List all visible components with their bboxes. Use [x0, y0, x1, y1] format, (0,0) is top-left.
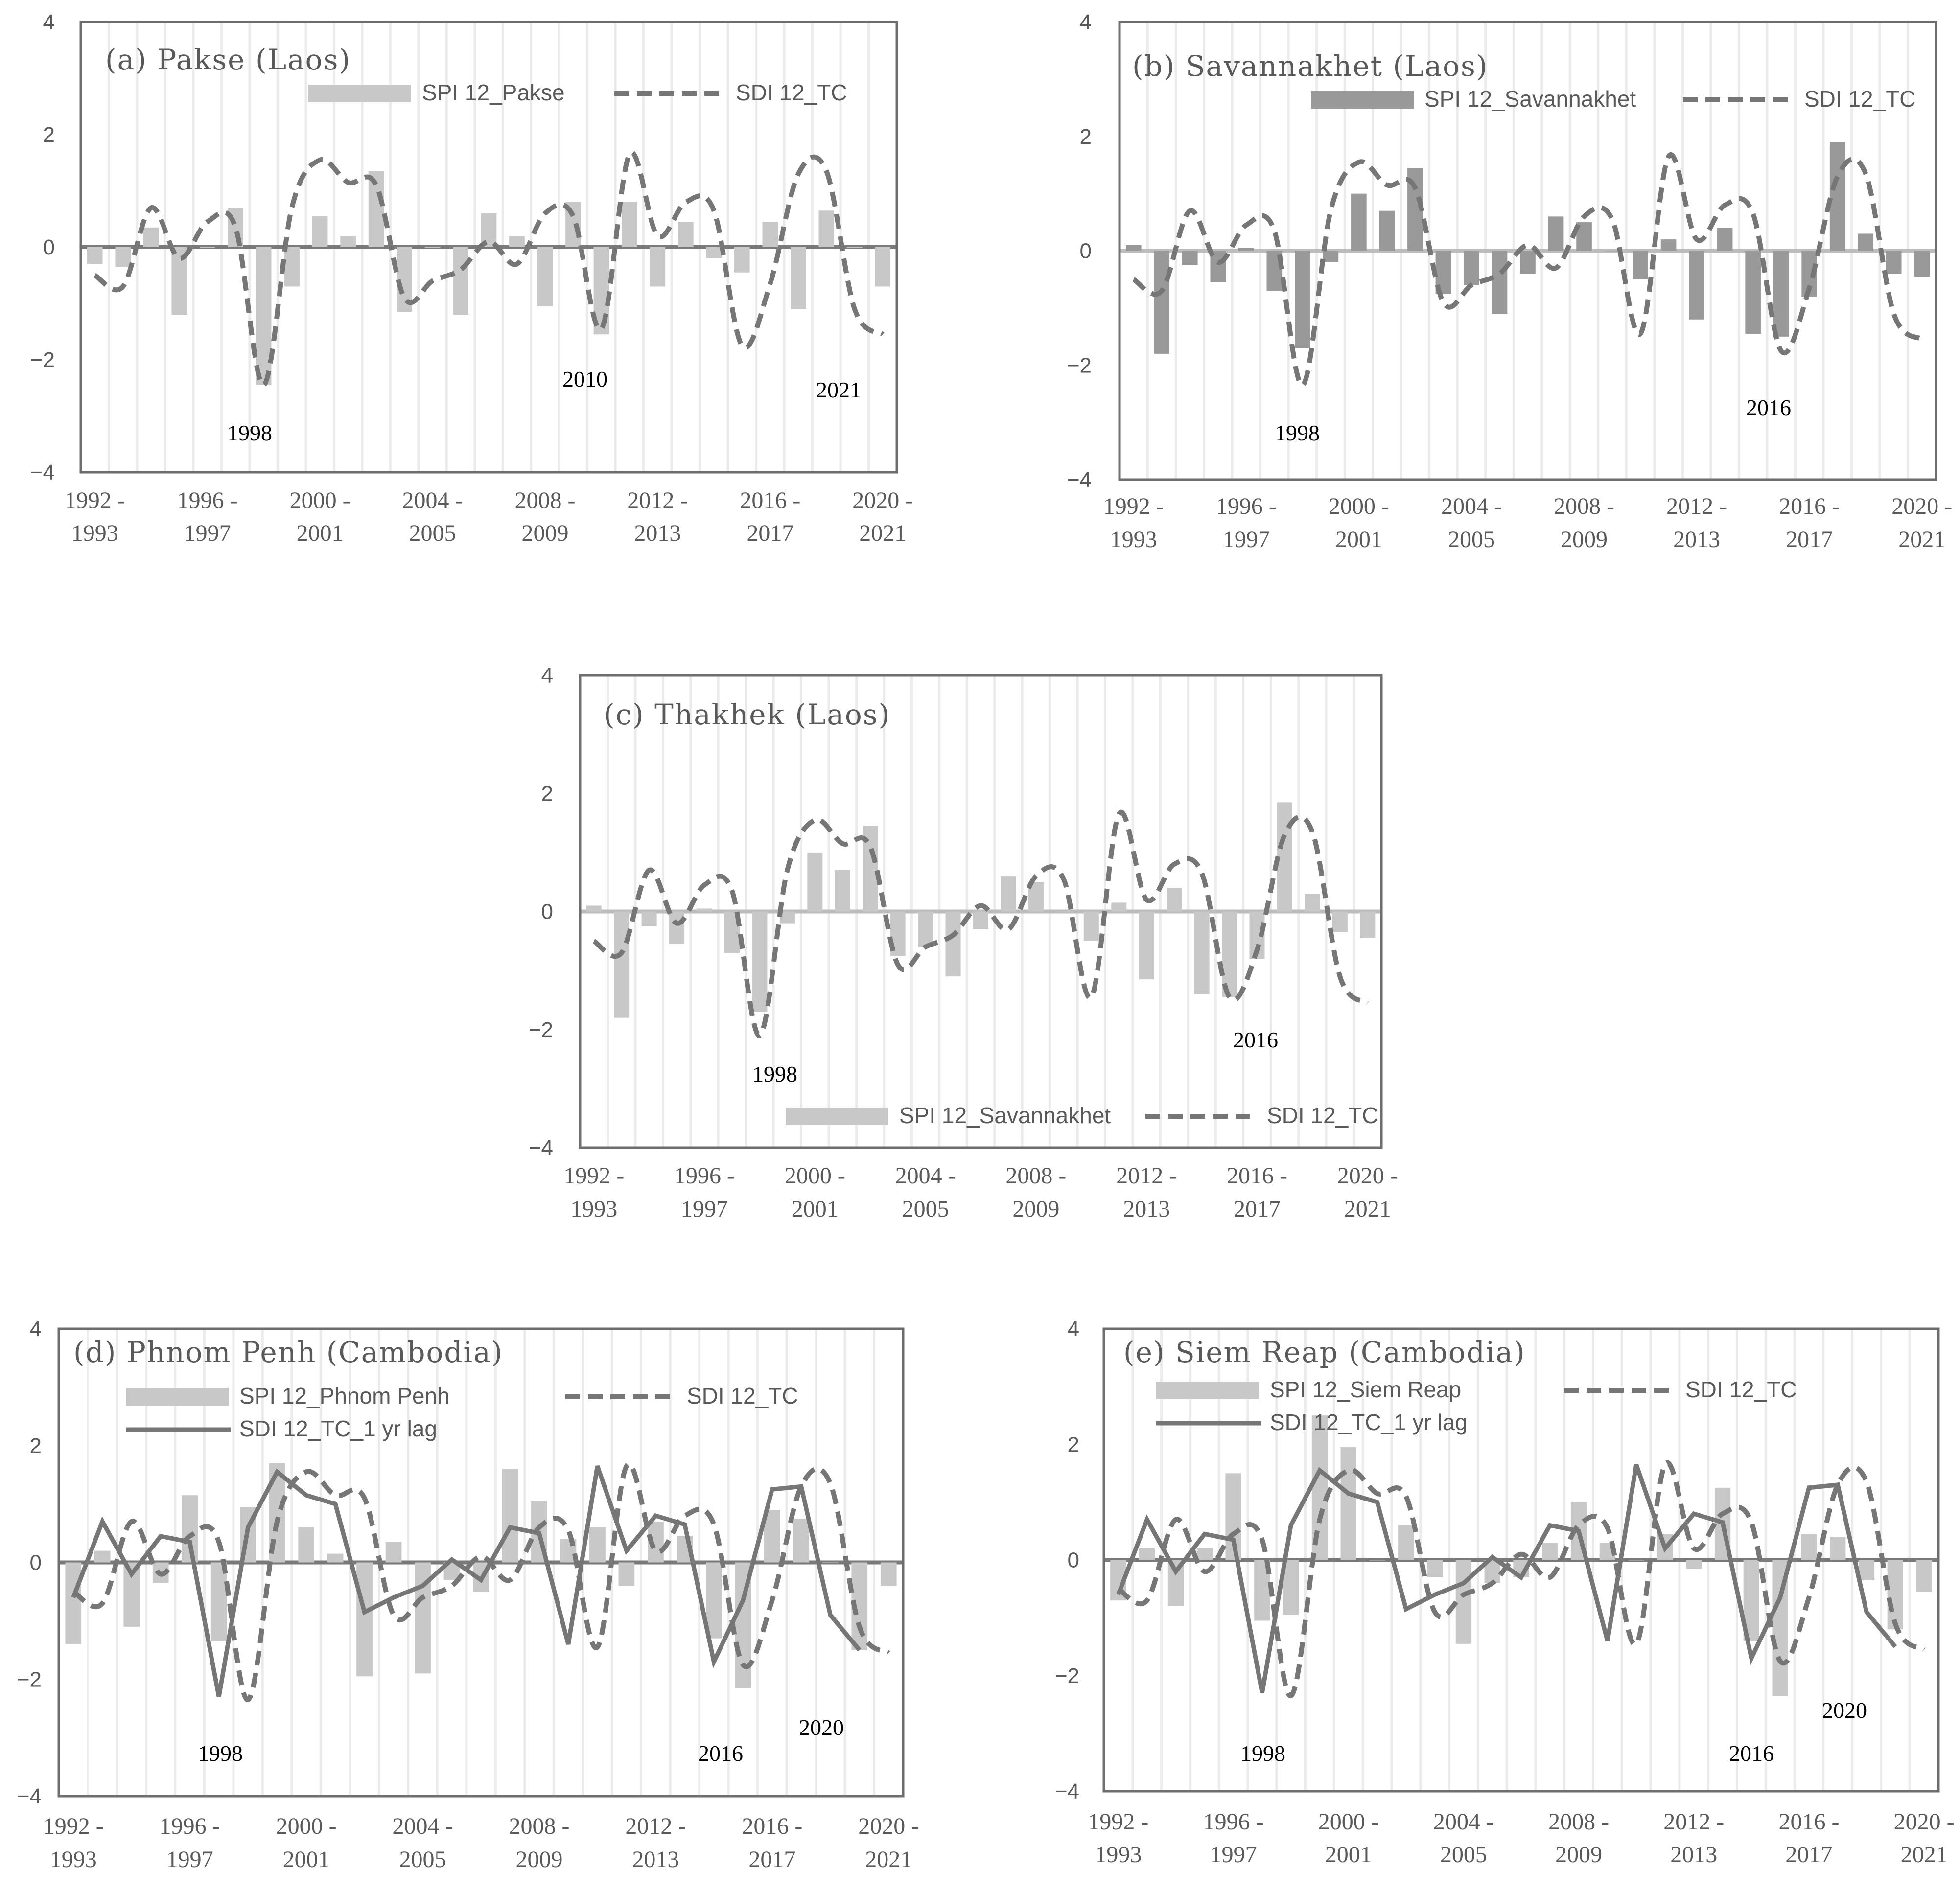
x-tick-label: 1997	[1210, 1842, 1257, 1868]
spi-bar	[1456, 1560, 1471, 1644]
y-tick-label: 0	[541, 900, 553, 924]
line-point	[1302, 385, 1303, 386]
spi-bar	[946, 912, 961, 977]
x-tick-label: 1992 -	[64, 487, 125, 513]
line-point	[830, 1483, 831, 1484]
x-tick-label: 2005	[902, 1196, 949, 1222]
x-tick-label: 2013	[1670, 1842, 1718, 1868]
spi-bar	[818, 210, 834, 247]
spi-bar	[1360, 912, 1375, 938]
spi-bar	[642, 912, 657, 926]
x-tick-label: 2008 -	[514, 487, 576, 513]
spi-bar	[1548, 216, 1564, 251]
legend-swatch-bar	[1156, 1382, 1259, 1399]
x-tick-label: 2016 -	[1778, 1809, 1840, 1835]
y-tick-label: 0	[1079, 239, 1092, 263]
year-annotation: 2016	[1729, 1741, 1774, 1766]
spi-bar	[1886, 251, 1902, 274]
panel-title: (a) Pakse (Laos)	[105, 43, 351, 76]
legend-label: SPI 12_Pakse	[422, 80, 565, 105]
x-tick-label: 2000 -	[1328, 493, 1389, 519]
spi-bar	[1369, 1560, 1385, 1561]
chart-panel	[529, 664, 1398, 1222]
spi-bar	[1197, 1548, 1213, 1560]
y-tick-label: 4	[541, 664, 553, 688]
line-point	[335, 1495, 336, 1496]
spi-bar	[1194, 912, 1210, 994]
spi-bar	[115, 247, 131, 267]
x-tick-label: 2020 -	[1891, 493, 1953, 519]
spi-bar	[1323, 251, 1339, 262]
spi-bar	[509, 236, 525, 247]
legend	[126, 1383, 798, 1441]
y-tick-label: 4	[1079, 10, 1092, 34]
legend	[786, 1103, 1378, 1128]
y-tick-label: −2	[1067, 353, 1092, 378]
legend-swatch-bar	[126, 1388, 229, 1406]
x-tick-label: 2008 -	[509, 1813, 570, 1839]
x-tick-label: 1997	[166, 1847, 213, 1872]
x-tick-label: 2017	[1233, 1196, 1281, 1222]
y-tick-label: 4	[29, 1317, 42, 1341]
y-tick-label: 2	[1067, 1432, 1079, 1457]
x-tick-label: 2012 -	[1116, 1163, 1177, 1189]
legend-label: SDI 12_TC	[1267, 1103, 1378, 1128]
x-tick-label: 2021	[1900, 1842, 1948, 1868]
legend-label: SDI 12_TC_1 yr lag	[1270, 1409, 1468, 1435]
legend-label: SDI 12_TC	[1685, 1377, 1797, 1402]
y-tick-label: −2	[17, 1667, 42, 1692]
spi-bar	[1830, 1537, 1845, 1560]
x-tick-label: 2021	[1898, 527, 1946, 553]
spi-bar	[1084, 912, 1099, 941]
spi-bar	[87, 247, 103, 264]
x-tick-label: 1992 -	[1103, 493, 1164, 519]
panel-title: (c) Thakhek (Laos)	[604, 698, 891, 731]
line-point	[685, 202, 686, 203]
spi-bar	[619, 1563, 635, 1586]
x-tick-label: 2005	[1440, 1842, 1487, 1868]
spi-bar	[298, 1527, 314, 1563]
legend-label: SDI 12_TC	[736, 80, 847, 105]
x-tick-label: 1993	[570, 1196, 618, 1222]
x-tick-label: 2004 -	[1441, 493, 1502, 519]
spi-bar	[1661, 239, 1677, 251]
spi-bar	[706, 247, 722, 258]
x-tick-label: 1993	[1110, 527, 1157, 553]
y-tick-label: −4	[1067, 468, 1092, 492]
y-tick-label: 0	[1067, 1548, 1079, 1572]
year-annotation: 2016	[698, 1741, 743, 1766]
spi-bar	[973, 912, 988, 929]
spi-bar	[327, 1554, 344, 1563]
spi-bar	[752, 912, 767, 1012]
x-tick-label: 1992 -	[563, 1163, 625, 1189]
x-tick-label: 2001	[1335, 527, 1382, 553]
y-tick-label: −2	[1054, 1663, 1079, 1688]
spi-bar	[1520, 251, 1536, 274]
x-tick-label: 1997	[184, 520, 231, 546]
year-annotation: 1998	[1240, 1741, 1285, 1766]
x-tick-label: 2012 -	[1666, 493, 1727, 519]
x-tick-label: 2021	[859, 520, 907, 546]
x-tick-label: 2009	[1012, 1196, 1060, 1222]
x-tick-label: 1992 -	[43, 1813, 104, 1839]
spi-bar	[1126, 245, 1142, 251]
y-tick-label: 2	[541, 782, 553, 806]
x-tick-label: 2001	[296, 520, 344, 546]
spi-bar	[356, 1563, 373, 1677]
spi-bar	[763, 222, 778, 247]
year-annotation: 2016	[1233, 1027, 1278, 1052]
x-tick-label: 2020 -	[858, 1813, 919, 1839]
x-tick-label: 2004 -	[895, 1163, 956, 1189]
chart-panel	[30, 10, 913, 546]
spi-bar	[386, 1542, 402, 1563]
spi-bar	[669, 912, 684, 944]
spi-bar	[1154, 251, 1169, 354]
x-tick-label: 1993	[71, 520, 118, 546]
x-tick-label: 2009	[1555, 1842, 1603, 1868]
spi-bar	[1773, 251, 1789, 337]
spi-bar	[847, 247, 863, 248]
legend-swatch-bar	[308, 85, 411, 102]
year-annotation: 1998	[198, 1741, 243, 1766]
x-tick-label: 2008 -	[1554, 493, 1615, 519]
spi-bar	[807, 853, 822, 912]
sdi-dashed-line	[95, 153, 883, 385]
x-tick-label: 2016 -	[740, 487, 801, 513]
x-tick-label: 2000 -	[276, 1813, 337, 1839]
spi-bar	[1139, 912, 1154, 980]
x-tick-label: 2020 -	[1337, 1163, 1398, 1189]
y-tick-label: 2	[43, 123, 55, 147]
legend-label: SDI 12_TC	[687, 1383, 798, 1409]
x-tick-label: 2020 -	[1893, 1809, 1955, 1835]
x-tick-label: 1996 -	[177, 487, 238, 513]
x-tick-label: 2016 -	[1226, 1163, 1287, 1189]
spi-bar	[1111, 902, 1126, 911]
y-tick-label: 4	[43, 10, 55, 34]
spi-bar	[1351, 194, 1367, 251]
spi-bar	[94, 1551, 111, 1563]
spi-bar	[453, 247, 468, 315]
x-tick-label: 2001	[791, 1196, 839, 1222]
x-tick-label: 2013	[632, 1847, 679, 1872]
spi-bar	[1379, 211, 1395, 251]
spi-bar	[1914, 251, 1930, 277]
bar-series	[1126, 142, 1930, 353]
x-tick-label: 2001	[282, 1847, 330, 1872]
year-annotation: 2016	[1746, 395, 1791, 420]
y-tick-label: −2	[528, 1017, 553, 1042]
spi-bar	[589, 1527, 606, 1563]
spi-bar	[502, 1469, 518, 1563]
legend-label: SPI 12_Phnom Penh	[239, 1383, 450, 1409]
legend	[1156, 1377, 1797, 1435]
x-tick-label: 1997	[681, 1196, 728, 1222]
panel-title: (d) Phnom Penh (Cambodia)	[73, 1336, 504, 1369]
spi-bar	[1295, 251, 1310, 348]
y-tick-label: −4	[30, 461, 55, 485]
y-tick-label: −4	[17, 1784, 42, 1808]
spi-bar	[1629, 1560, 1644, 1561]
spi-bar	[1464, 251, 1479, 285]
panel-title: (e) Siem Reap (Cambodia)	[1123, 1336, 1526, 1369]
x-tick-label: 1997	[1222, 527, 1270, 553]
x-tick-label: 1996 -	[1215, 493, 1277, 519]
spi-bar	[586, 905, 602, 911]
y-tick-label: −4	[1054, 1779, 1079, 1803]
x-tick-label: 1992 -	[1088, 1809, 1149, 1835]
spi-bar	[1633, 251, 1648, 279]
spi-bar	[1542, 1543, 1558, 1560]
spi-bar	[1717, 228, 1733, 251]
spi-bar	[1859, 1560, 1874, 1580]
spi-bar	[1332, 912, 1348, 932]
legend-label: SDI 12_TC	[1804, 86, 1916, 112]
x-tick-label: 2000 -	[1318, 1809, 1379, 1835]
spi-bar	[256, 247, 272, 385]
spi-bar	[143, 228, 159, 247]
line-point	[1330, 210, 1331, 211]
spi-bar	[1305, 894, 1320, 911]
x-tick-label: 2004 -	[392, 1813, 453, 1839]
spi-bar	[1001, 876, 1016, 911]
spi-bar	[678, 222, 694, 247]
year-annotation: 2020	[1822, 1698, 1867, 1723]
x-tick-label: 1993	[49, 1847, 97, 1872]
spi-bar	[650, 247, 666, 287]
spi-bar	[1182, 251, 1198, 265]
spi-bar	[312, 216, 328, 247]
x-tick-label: 2009	[515, 1847, 563, 1872]
y-tick-label: 2	[1079, 124, 1092, 149]
spi-bar	[1167, 888, 1182, 911]
spi-bar	[1689, 251, 1704, 320]
x-tick-label: 2017	[1786, 527, 1833, 553]
x-tick-label: 2004 -	[402, 487, 463, 513]
x-tick-label: 2017	[747, 520, 794, 546]
x-tick-label: 1996 -	[1203, 1809, 1264, 1835]
spi-bar	[881, 1563, 897, 1586]
x-tick-label: 2021	[865, 1847, 912, 1872]
x-tick-label: 2009	[1561, 527, 1608, 553]
x-tick-label: 2008 -	[1005, 1163, 1067, 1189]
x-tick-label: 2000 -	[289, 487, 350, 513]
spi-bar	[1492, 251, 1508, 314]
x-tick-label: 2012 -	[627, 487, 688, 513]
x-tick-label: 2008 -	[1548, 1809, 1610, 1835]
x-tick-label: 2021	[1344, 1196, 1391, 1222]
spi-bar	[791, 247, 806, 309]
spi-bar	[200, 247, 215, 248]
spi-bar	[875, 247, 890, 287]
spi-bar	[1341, 1447, 1356, 1560]
y-tick-label: 0	[43, 235, 55, 259]
spi-bar	[918, 912, 933, 947]
x-tick-label: 1996 -	[674, 1163, 735, 1189]
spi-bar	[211, 1563, 227, 1641]
spi-bar	[1139, 1548, 1155, 1560]
y-tick-label: −2	[30, 348, 55, 372]
x-tick-label: 2017	[1785, 1842, 1833, 1868]
chart-panel	[17, 1317, 919, 1872]
spi-bar	[1830, 142, 1845, 251]
chart-panel	[1055, 1317, 1955, 1868]
x-tick-label: 2005	[1447, 527, 1495, 553]
spi-bar	[1745, 251, 1761, 334]
spi-bar	[1888, 1560, 1903, 1630]
x-tick-label: 2004 -	[1433, 1809, 1494, 1835]
y-tick-label: −4	[528, 1136, 553, 1160]
y-tick-label: 2	[29, 1433, 42, 1458]
spi-bar	[425, 247, 441, 248]
x-tick-label: 2013	[1673, 527, 1721, 553]
x-tick-label: 2005	[409, 520, 456, 546]
year-annotation: 2021	[816, 377, 861, 402]
chart-panel	[1067, 10, 1952, 553]
line-point	[629, 154, 630, 155]
panel-title: (b) Savannakhet (Laos)	[1132, 49, 1489, 83]
legend-label: SPI 12_Siem Reap	[1270, 1377, 1462, 1402]
spi-bar	[835, 870, 850, 911]
spi-bar	[537, 247, 553, 306]
spi-bar	[1238, 248, 1254, 251]
y-tick-label: 0	[29, 1550, 42, 1575]
x-tick-label: 2005	[399, 1847, 446, 1872]
x-tick-label: 2001	[1325, 1842, 1372, 1868]
legend-swatch-bar	[786, 1108, 888, 1125]
line-points	[94, 154, 883, 386]
x-tick-label: 2016 -	[1779, 493, 1840, 519]
x-tick-label: 2012 -	[1663, 1809, 1725, 1835]
year-annotation: 2010	[562, 367, 607, 392]
spi-bar	[697, 908, 712, 911]
x-tick-label: 1996 -	[159, 1813, 220, 1839]
year-annotation: 2020	[799, 1715, 844, 1740]
spi-bar	[1916, 1560, 1932, 1592]
year-annotation: 1998	[752, 1062, 797, 1086]
spi-bar	[1801, 1534, 1817, 1560]
legend-label: SPI 12_Savannakhet	[899, 1103, 1111, 1128]
x-tick-label: 1993	[1095, 1842, 1142, 1868]
y-tick-label: 4	[1067, 1317, 1079, 1341]
legend-label: SDI 12_TC_1 yr lag	[239, 1416, 437, 1441]
spi-bar	[622, 202, 637, 247]
legend-swatch-bar	[1311, 91, 1414, 109]
x-tick-label: 2012 -	[625, 1813, 686, 1839]
spi-bar	[284, 247, 300, 287]
x-tick-label: 2013	[1123, 1196, 1170, 1222]
x-tick-label: 2020 -	[852, 487, 913, 513]
spi-bar	[793, 1519, 809, 1563]
spi-bar	[734, 247, 750, 273]
spi-bar	[614, 912, 629, 1018]
spi-bar	[340, 236, 356, 247]
spi-bar	[1858, 233, 1873, 251]
x-tick-label: 2016 -	[742, 1813, 803, 1839]
x-tick-label: 2009	[521, 520, 569, 546]
x-tick-label: 2017	[748, 1847, 796, 1872]
x-tick-label: 2013	[634, 520, 681, 546]
spi-bar	[1686, 1560, 1702, 1569]
year-annotation: 1998	[1275, 420, 1320, 445]
spi-bar	[1427, 1560, 1443, 1577]
spi-bar	[1398, 1525, 1414, 1560]
x-tick-label: 2000 -	[784, 1163, 845, 1189]
legend-label: SPI 12_Savannakhet	[1424, 86, 1636, 112]
spi-bar	[65, 1563, 81, 1644]
year-annotation: 1998	[227, 420, 272, 445]
